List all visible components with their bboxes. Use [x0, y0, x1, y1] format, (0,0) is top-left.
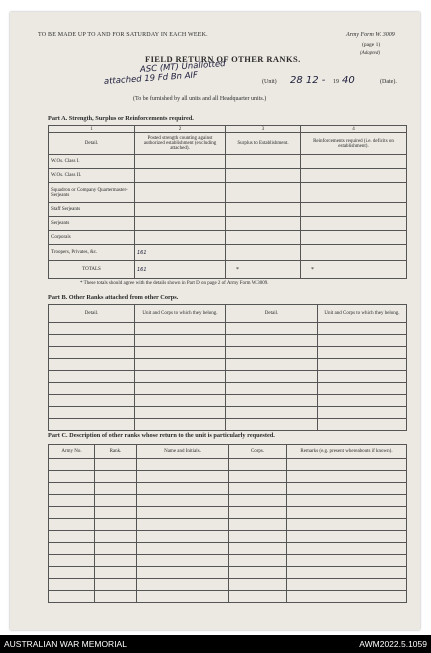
table-row	[49, 531, 407, 543]
row-label: Serjeants	[49, 217, 135, 231]
blank-cell	[95, 471, 137, 483]
table-row	[49, 471, 407, 483]
part-c-table	[48, 444, 407, 603]
surplus-total-asterisk: *	[226, 261, 301, 279]
adapted-note: (Adapted)	[360, 51, 380, 56]
totals-row	[49, 261, 407, 279]
blank-cell	[49, 383, 135, 395]
blank-cell	[226, 323, 318, 335]
blank-cell	[229, 483, 287, 495]
table-row	[49, 335, 407, 347]
handwritten-unit-line-2: attached 19 Fd Bn AIF	[103, 70, 199, 87]
col-header-surplus: Surplus to Establishment.	[226, 133, 301, 155]
col-header-army-no: Army No.	[49, 445, 95, 459]
reinforcements-cell	[301, 169, 407, 183]
blank-cell	[49, 579, 95, 591]
blank-cell	[229, 495, 287, 507]
posted-strength-value	[135, 183, 226, 203]
column-header-row	[49, 133, 407, 155]
blank-cell	[137, 519, 229, 531]
blank-cell	[287, 555, 407, 567]
blank-cell	[229, 531, 287, 543]
posted-strength-value	[135, 231, 226, 245]
totals-label: TOTALS	[49, 261, 135, 279]
blank-cell	[137, 543, 229, 555]
col-header-reinforcements: Reinforcements required (i.e. deficits on establishment).	[301, 133, 407, 155]
blank-cell	[137, 555, 229, 567]
handwritten-unit-line-1: ASC (MT) Unallotted	[139, 59, 226, 75]
handwritten-year: 40	[342, 75, 355, 86]
blank-cell	[226, 347, 318, 359]
blank-cell	[49, 323, 135, 335]
table-row	[49, 395, 407, 407]
col-number: 3	[226, 126, 301, 133]
blank-cell	[137, 531, 229, 543]
blank-cell	[229, 471, 287, 483]
column-header-row	[49, 305, 407, 323]
column-number-row	[49, 126, 407, 133]
blank-cell	[318, 419, 407, 431]
blank-cell	[135, 335, 226, 347]
part-b-table	[48, 304, 407, 431]
blank-cell	[49, 471, 95, 483]
table-row	[49, 543, 407, 555]
blank-cell	[95, 591, 137, 603]
table-row	[49, 203, 407, 217]
handwritten-date: 28 12 -	[290, 75, 326, 86]
table-row	[49, 483, 407, 495]
blank-cell	[287, 579, 407, 591]
blank-cell	[229, 579, 287, 591]
blank-cell	[226, 395, 318, 407]
blank-cell	[226, 407, 318, 419]
blank-cell	[137, 567, 229, 579]
blank-cell	[49, 459, 95, 471]
blank-cell	[95, 507, 137, 519]
weekly-instruction: TO BE MADE UP TO AND FOR SATURDAY IN EACH WEEK.	[38, 32, 208, 38]
blank-cell	[229, 555, 287, 567]
posted-strength-value: 161	[135, 245, 226, 261]
blank-cell	[49, 591, 95, 603]
form-title: FIELD RETURN OF OTHER RANKS.	[145, 54, 301, 64]
table-row	[49, 347, 407, 359]
blank-cell	[135, 383, 226, 395]
blank-cell	[49, 555, 95, 567]
table-row	[49, 507, 407, 519]
row-label: W.Os. Class II.	[49, 169, 135, 183]
archive-footer	[0, 635, 431, 653]
blank-cell	[95, 483, 137, 495]
blank-cell	[318, 407, 407, 419]
col-header-detail: Detail.	[49, 133, 135, 155]
blank-cell	[49, 395, 135, 407]
blank-cell	[137, 471, 229, 483]
footer-accession-number: AWM2022.5.1059	[359, 639, 427, 649]
blank-cell	[49, 495, 95, 507]
blank-cell	[287, 567, 407, 579]
blank-cell	[287, 471, 407, 483]
blank-cell	[49, 371, 135, 383]
blank-cell	[287, 495, 407, 507]
totals-value: 161	[135, 261, 226, 279]
reinforcements-cell	[301, 231, 407, 245]
blank-cell	[95, 519, 137, 531]
totals-footnote: * These totals should agree with the details shown in Part D on page 2 of Army Form W.3009.	[80, 281, 269, 286]
surplus-cell	[226, 183, 301, 203]
table-row	[49, 245, 407, 261]
year-prefix: 19	[333, 79, 339, 85]
blank-cell	[137, 579, 229, 591]
posted-strength-value	[135, 169, 226, 183]
table-row	[49, 217, 407, 231]
reinforcements-cell	[301, 155, 407, 169]
blank-cell	[49, 359, 135, 371]
col-number: 4	[301, 126, 407, 133]
blank-cell	[287, 483, 407, 495]
table-row	[49, 567, 407, 579]
part-a-title: Part A. Strength, Surplus or Reinforcements required.	[48, 115, 194, 122]
blank-cell	[135, 323, 226, 335]
surplus-cell	[226, 217, 301, 231]
blank-cell	[318, 371, 407, 383]
blank-cell	[318, 347, 407, 359]
blank-cell	[287, 459, 407, 471]
table-row	[49, 495, 407, 507]
blank-cell	[287, 591, 407, 603]
surplus-cell	[226, 203, 301, 217]
table-row	[49, 459, 407, 471]
reinforcements-cell	[301, 245, 407, 261]
blank-cell	[229, 567, 287, 579]
surplus-cell	[226, 169, 301, 183]
blank-cell	[287, 519, 407, 531]
blank-cell	[318, 323, 407, 335]
blank-cell	[229, 459, 287, 471]
blank-cell	[95, 579, 137, 591]
blank-cell	[318, 383, 407, 395]
row-label: Staff Serjeants	[49, 203, 135, 217]
reinforcements-cell	[301, 203, 407, 217]
table-row	[49, 591, 407, 603]
blank-cell	[49, 483, 95, 495]
row-label: Squadron or Company Quartermaster-Serjeants	[49, 183, 135, 203]
blank-cell	[318, 395, 407, 407]
blank-cell	[49, 507, 95, 519]
blank-cell	[49, 335, 135, 347]
blank-cell	[49, 531, 95, 543]
blank-cell	[95, 567, 137, 579]
blank-cell	[229, 591, 287, 603]
blank-cell	[49, 347, 135, 359]
blank-cell	[49, 567, 95, 579]
col-header-remarks: Remarks (e.g. present whereabouts if known).	[287, 445, 407, 459]
col-header-rank: Rank.	[95, 445, 137, 459]
surplus-cell	[226, 155, 301, 169]
table-row	[49, 155, 407, 169]
table-row	[49, 323, 407, 335]
blank-cell	[226, 359, 318, 371]
table-row	[49, 169, 407, 183]
col-header-posted-strength: Posted strength counting against authorized establishment (excluding attached).	[135, 133, 226, 155]
column-header-row	[49, 445, 407, 459]
col-number: 2	[135, 126, 226, 133]
table-row	[49, 359, 407, 371]
blank-cell	[95, 543, 137, 555]
blank-cell	[95, 555, 137, 567]
blank-cell	[137, 591, 229, 603]
table-row	[49, 183, 407, 203]
row-label: W.Os. Class I.	[49, 155, 135, 169]
table-row	[49, 231, 407, 245]
blank-cell	[135, 407, 226, 419]
table-row	[49, 519, 407, 531]
surplus-cell	[226, 245, 301, 261]
row-label: Troopers, Privates, &c.	[49, 245, 135, 261]
row-label: Corporals	[49, 231, 135, 245]
page-number: (page 1)	[362, 42, 381, 48]
form-number: Army Form W. 3009	[346, 32, 395, 38]
blank-cell	[137, 495, 229, 507]
col-header-unit-corps: Unit and Corps to which they belong.	[318, 305, 407, 323]
blank-cell	[137, 507, 229, 519]
blank-cell	[229, 507, 287, 519]
blank-cell	[226, 419, 318, 431]
blank-cell	[229, 519, 287, 531]
blank-cell	[226, 371, 318, 383]
blank-cell	[49, 519, 95, 531]
col-header-name: Name and Initials.	[137, 445, 229, 459]
blank-cell	[95, 459, 137, 471]
blank-cell	[135, 419, 226, 431]
col-header-detail: Detail.	[49, 305, 135, 323]
table-row	[49, 383, 407, 395]
blank-cell	[135, 371, 226, 383]
part-b-title: Part B. Other Ranks attached from other Corps.	[48, 294, 179, 301]
reinforcements-cell	[301, 217, 407, 231]
table-row	[49, 419, 407, 431]
surplus-cell	[226, 231, 301, 245]
date-label: (Date).	[380, 79, 397, 85]
col-header-corps: Corps.	[229, 445, 287, 459]
table-row	[49, 555, 407, 567]
posted-strength-value	[135, 203, 226, 217]
posted-strength-value	[135, 217, 226, 231]
table-row	[49, 407, 407, 419]
footer-institution: AUSTRALIAN WAR MEMORIAL	[4, 639, 127, 649]
blank-cell	[226, 383, 318, 395]
furnished-note: (To be furnished by all units and all Headquarter units.)	[133, 96, 267, 102]
blank-cell	[229, 543, 287, 555]
blank-cell	[287, 543, 407, 555]
col-number: 1	[49, 126, 135, 133]
blank-cell	[287, 531, 407, 543]
col-header-detail: Detail.	[226, 305, 318, 323]
blank-cell	[49, 419, 135, 431]
blank-cell	[226, 335, 318, 347]
posted-strength-value	[135, 155, 226, 169]
blank-cell	[287, 507, 407, 519]
reinforcements-cell	[301, 183, 407, 203]
blank-cell	[318, 335, 407, 347]
table-row	[49, 371, 407, 383]
blank-cell	[318, 359, 407, 371]
part-c-title: Part C. Description of other ranks whose return to the unit is particularly requested.	[48, 432, 275, 439]
blank-cell	[135, 395, 226, 407]
unit-label: (Unit)	[262, 79, 277, 85]
blank-cell	[135, 347, 226, 359]
reinforcements-total-asterisk: *	[301, 261, 407, 279]
col-header-unit-corps: Unit and Corps to which they belong.	[135, 305, 226, 323]
blank-cell	[95, 495, 137, 507]
blank-cell	[135, 359, 226, 371]
table-row	[49, 579, 407, 591]
blank-cell	[49, 407, 135, 419]
blank-cell	[49, 543, 95, 555]
blank-cell	[137, 459, 229, 471]
blank-cell	[95, 531, 137, 543]
blank-cell	[137, 483, 229, 495]
part-a-table	[48, 125, 407, 279]
